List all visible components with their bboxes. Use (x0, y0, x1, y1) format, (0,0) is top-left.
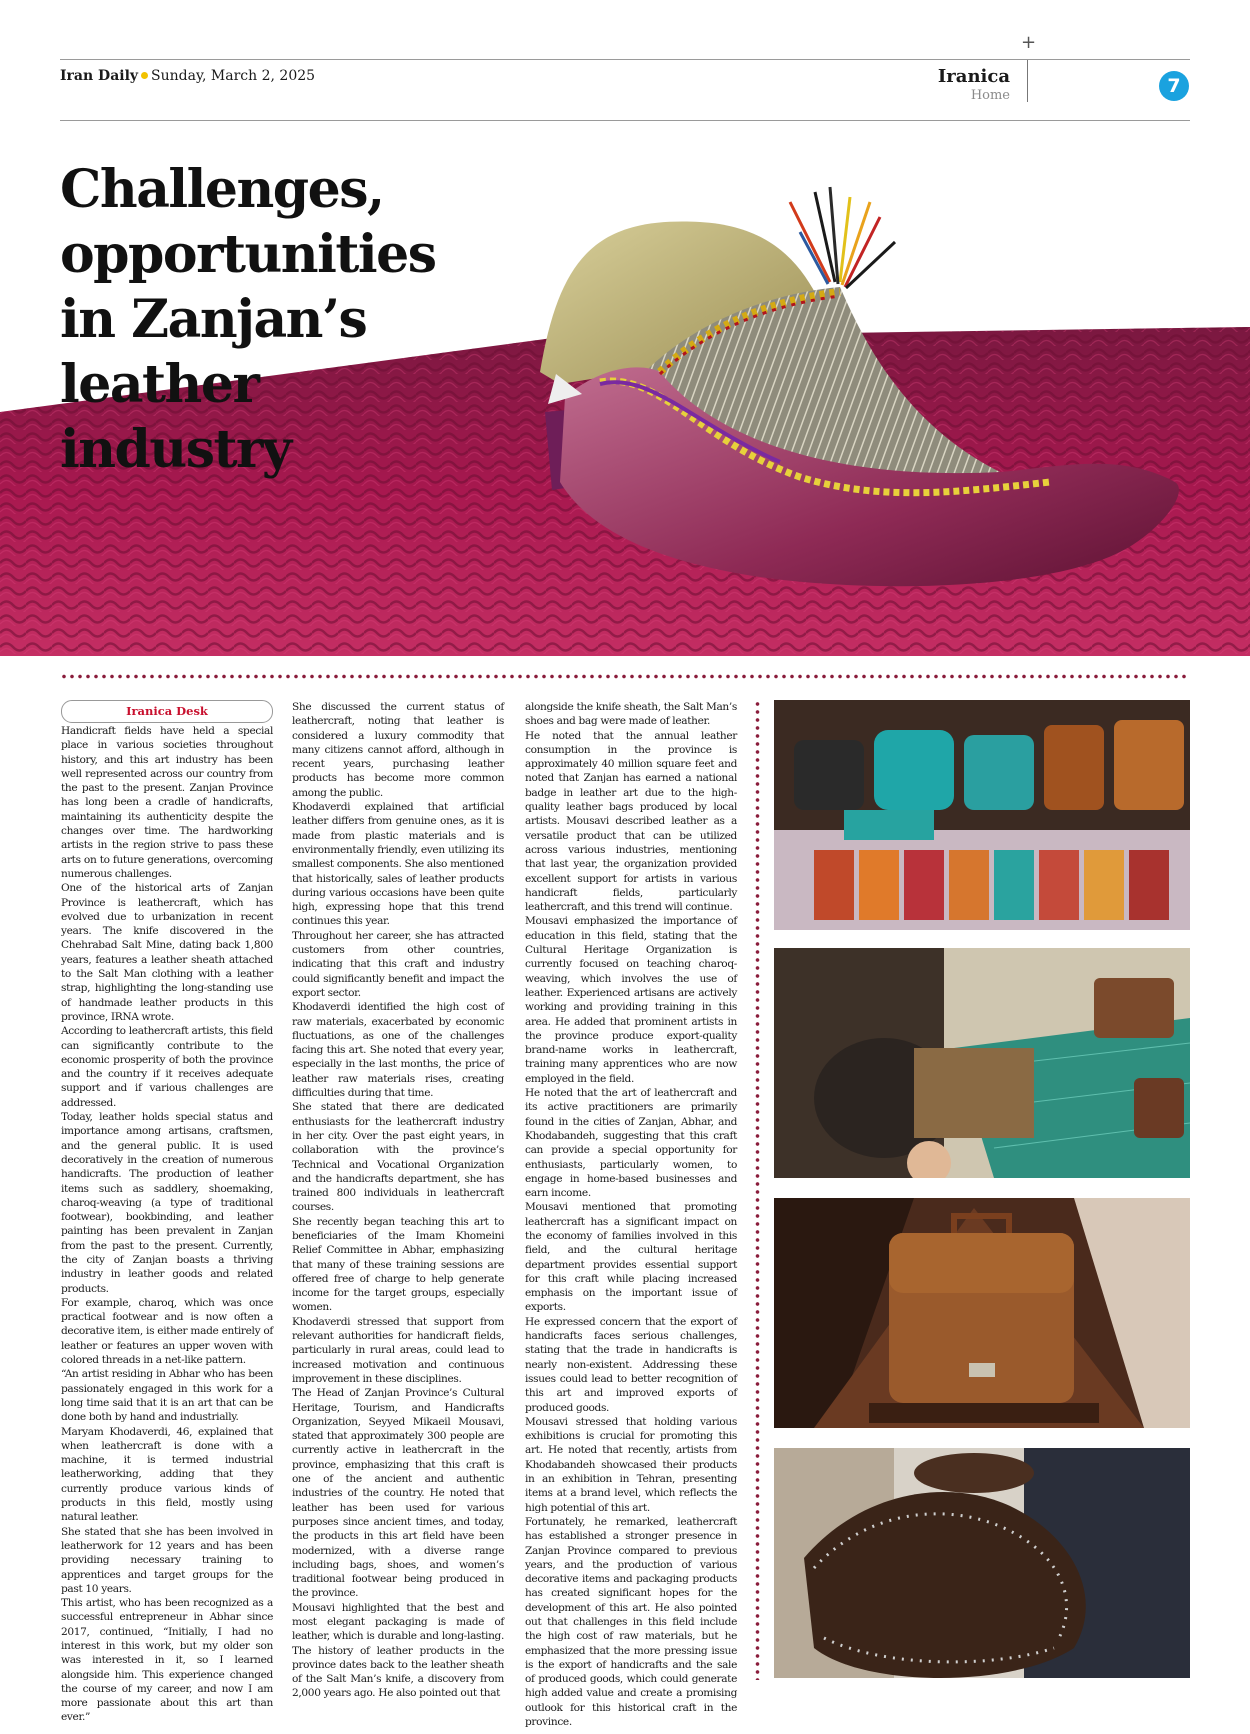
header-bottom-rule (60, 120, 1190, 121)
article-column-3 (525, 700, 737, 1729)
paragraph: Handicraft fields have held a special place in various societies throughout history, and this art industry has been well represented across our country from the past to the present. Zanjan Province has long been a cradle of handicrafts, maintaining its authenticity despite the changes over time. The hardworking artists in the region strive to pass these arts on to future generations, overcoming numerous challenges. (61, 725, 273, 880)
byline: Iranica Desk (61, 700, 273, 723)
photo-leather-cutting-workshop (774, 948, 1190, 1178)
paragraph: She stated that there are dedicated enthusiasts for the leathercraft industry in her city. Over the past eight years, in collaboration with the province’s Technical and Vocational Organization and the handicrafts department, she has trained 800 individuals in leathercraft courses. (292, 1101, 504, 1214)
paragraph: Maryam Khodaverdi, 46, explained that when leathercraft is done with a machine, it is termed industrial leatherworking, adding that they currently produce various kinds of products in this field, mostly using natural leather. (61, 1425, 273, 1524)
page-number-badge: 7 (1159, 71, 1189, 101)
paragraph: Khodaverdi identified the high cost of raw materials, exacerbated by economic fluctuations, as one of the challenges facing this art. She noted that every year, especially in the last months, the price of leather raw materials rises, creating difficulties during that time. (292, 1001, 504, 1100)
section-subname: Home (970, 88, 1010, 103)
section-divider (1027, 60, 1028, 102)
section-label (938, 66, 1010, 103)
article-column-1 (61, 724, 273, 1725)
paragraph: She recently began teaching this art to beneficiaries of the Imam Khomeini Relief Committee in Abhar, emphasizing that many of these training sessions are offered free of charge to help generate income for the target groups, especially women. (292, 1215, 504, 1314)
article-column-2 (292, 700, 504, 1701)
paragraph: This artist, who has been recognized as a successful entrepreneur in Abhar since 2017, continued, “Initially, I had no interest in this work, but my older son was interested in it, so I learned alongside him. This experience changed the course of my career, and now I am more passionate about this art than ever.” (61, 1597, 273, 1724)
top-rule (60, 59, 1190, 60)
paragraph: One of the historical arts of Zanjan Province is leathercraft, which has evolved due to urbanization in recent years. The knife discovered in the Chehrabad Salt Mine, dating back 1,800 years, features a leather sheath attached to the Salt Man clothing with a leather strap, highlighting the long-standing use of handmade leather products in this province, IRNA wrote. (61, 882, 273, 1023)
photo-leather-bag (774, 1198, 1190, 1428)
crosshair-icon: + (1021, 32, 1037, 53)
paragraph: Mousavi emphasized the importance of education in this field, stating that the Cultural Heritage Organization is currently focused on teaching charoq-weaving, which involves the use of leather. Experienced artisans are actively working and providing training in this area. He added that prominent artists in the province produce export-quality brand-name works in leathercraft, training many apprentices who are now employed in the field. (525, 915, 737, 1085)
issue-date: Sunday, March 2, 2025 (151, 68, 316, 84)
date-dot-icon (141, 72, 148, 79)
section-name: Iranica (937, 66, 1010, 87)
photo-leather-saddle (774, 1448, 1190, 1678)
paragraph: Khodaverdi stressed that support from relevant authorities for handicraft fields, particularly in rural areas, could lead to increased motivation and continuous improvement in these disciplines. (292, 1315, 504, 1385)
paragraph: Throughout her career, she has attracted customers from other countries, indicating that this craft and industry could significantly benefit and impact the export sector. (292, 929, 504, 999)
paragraph: For example, charoq, which was once practical footwear and is now often a decorative item, is either made entirely of leather or features an upper woven with colored threads in a net-like pattern. (61, 1296, 273, 1367)
paragraph: He noted that the art of leathercraft and its active practitioners are primarily found in the cities of Zanjan, Abhar, and Khodabandeh, suggesting that this craft can provide a special opportunity for enthusiasts, particularly women, to engage in home-based businesses and earn income. (525, 1087, 737, 1200)
paragraph: alongside the knife sheath, the Salt Man’s shoes and bag were made of leather. (525, 701, 737, 728)
paragraph: Mousavi stressed that holding various exhibitions is crucial for promoting this art. He noted that recently, artists from Khodabandeh showcased their products in an exhibition in Tehran, presenting items at a brand level, which reflects the high potential of this art. (525, 1415, 737, 1514)
paragraph: The Head of Zanjan Province’s Cultural Heritage, Tourism, and Handicrafts Organization, Seyyed Mikaeil Mousavi, stated that approximately 300 people are currently active in leathercraft in the province, emphasizing that this craft is one of the ancient and authentic industries of the country. He noted that leather has been used for various purposes since ancient times, and today, the products in this art field have been modernized, with a diverse range including bags, shoes, and women’s traditional footwear being produced in the province. (292, 1387, 504, 1600)
paragraph: She stated that she has been involved in leatherwork for 12 years and has been providing necessary training to apprentices and target groups for the past 10 years. (61, 1525, 273, 1595)
paragraph: Mousavi mentioned that promoting leathercraft has a significant impact on the economy of families involved in this field, and the cultural heritage department provides essential support for this craft while placing increased emphasis on the important issue of exports. (525, 1201, 737, 1314)
paragraph: She discussed the current status of leathercraft, noting that leather is considered a luxury commodity that many citizens cannot afford, although in recent years, purchasing leather products has become more common among the public. (292, 701, 504, 799)
paragraph: Today, leather holds special status and importance among artisans, craftsmen, and the general public. It is used decoratively in the creation of numerous handicrafts. The production of leather items such as saddlery, shoemaking, charoq-weaving (a type of traditional footwear), bookbinding, and leather painting has been prevalent in Zanjan from the past to the present. Currently, the city of Zanjan boasts a thriving industry in leather goods and related products. (61, 1111, 273, 1295)
photo-leather-goods-display (774, 700, 1190, 930)
paper-name: Iran Daily (60, 68, 139, 84)
headline-line: industry (60, 419, 291, 480)
paragraph: According to leathercraft artists, this field can significantly contribute to the economic prosperity of both the province and the country if it receives adequate support and if various challenges are addressed. (61, 1025, 273, 1109)
paragraph: He expressed concern that the export of handicrafts faces serious challenges, stating that the trade in handicrafts is nearly non-existent. Addressing these issues could lead to better recognition of this art and improved exports of produced goods. (525, 1315, 737, 1414)
paragraph: Khodaverdi explained that artificial leather differs from genuine ones, as it is made from plastic materials and is environmentally friendly, even utilizing its smallest components. She also mentioned that historically, sales of leather products during various occasions have been quite high, expressing hope that this trend continues this year. (292, 801, 504, 928)
paragraph: Mousavi highlighted that the best and most elegant packaging is made of leather, which is durable and long-lasting. The history of leather products in the province dates back to the leather sheath of the Salt Man’s knife, a discovery from 2,000 years ago. He also pointed out that (292, 1601, 504, 1700)
headline-line: opportunities (60, 224, 436, 285)
paragraph: “An artist residing in Abhar who has been passionately engaged in this work for a long time said that it is an art that can be done both by hand and industrially. (61, 1368, 273, 1424)
column-dotted-divider (755, 700, 760, 1680)
article-headline (60, 157, 580, 482)
headline-line: in Zanjan’s leather (60, 289, 367, 415)
masthead (60, 68, 315, 84)
paragraph: He noted that the annual leather consumption in the province is approximately 40 million square feet and noted that Zanjan has earned a national badge in leather art due to the high-quality leather bags produced by local artists. Mousavi described leather as a versatile product that can be utilized across various industries, mentioning that last year, the organization provided excellent support for artists in various handicraft fields, particularly leathercraft, and this trend will continue. (525, 729, 737, 914)
paragraph: Fortunately, he remarked, leathercraft has established a stronger presence in Zanjan Province compared to previous years, and the production of various decorative items and packaging products has created significant hopes for the development of this art. He also pointed out that challenges in this field include the high cost of raw materials, but he emphasized that the more pressing issue is the export of handicrafts and the sale of produced goods, which could generate high added value and create a promising outlook for this historical craft in the province. (525, 1515, 737, 1729)
headline-line: Challenges, (60, 159, 384, 220)
dotted-divider (60, 674, 1190, 679)
